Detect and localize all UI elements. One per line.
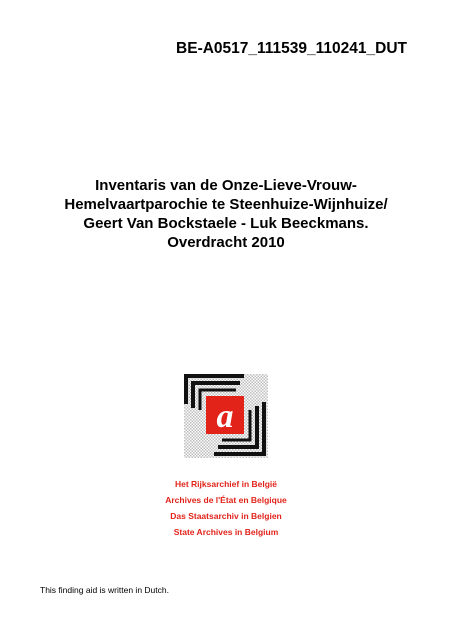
title-line-3: Geert Van Bockstaele - Luk Beeckmans.: [83, 215, 369, 232]
footer-note: This finding aid is written in Dutch.: [40, 585, 169, 595]
state-archives-logo-icon: [184, 374, 268, 458]
title-line-2: Hemelvaartparochie te Steenhuize-Wijnhuize/: [64, 196, 388, 213]
archives-name-fr: Archives de l'État en Belgique: [165, 495, 287, 505]
document-title: [40, 176, 412, 252]
archives-names: [100, 476, 352, 540]
archives-name-de: Das Staatsarchiv in Belgien: [170, 511, 282, 521]
document-reference: BE-A0517_111539_110241_DUT: [176, 40, 407, 57]
archives-name-nl: Het Rijksarchief in België: [174, 479, 278, 489]
logo-letter: a: [216, 398, 234, 435]
title-line-4: Overdracht 2010: [167, 234, 285, 251]
title-line-1: Inventaris van de Onze-Lieve-Vrouw-: [95, 177, 357, 194]
archives-name-en: State Archives in Belgium: [173, 527, 279, 537]
